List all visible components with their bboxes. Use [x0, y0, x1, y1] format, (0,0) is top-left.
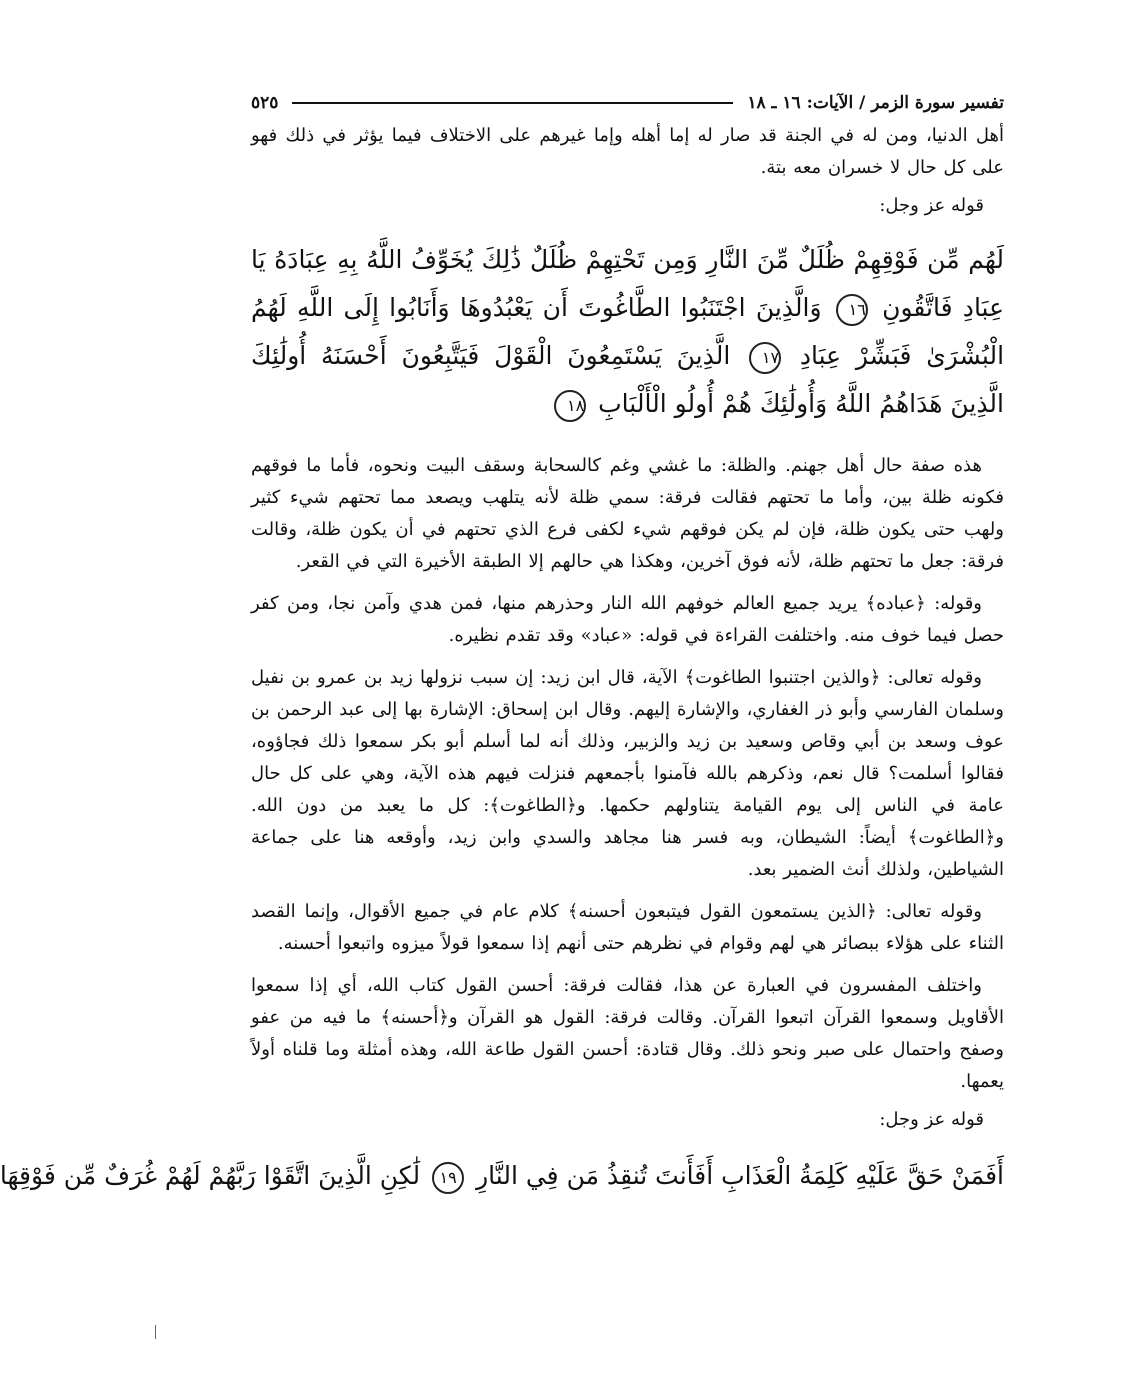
quran-passage-1-part-1: لَهُم مِّن فَوْقِهِمْ ظُلَلٌ مِّنَ النَّارِ وَمِن تَحْتِهِمْ ظُلَلٌ ذَٰلِكَ يُخَوِّفُ اللَّهُ بِهِ عِبَادَهُ يَا عِبَادِ فَاتَّقُونِ	[251, 245, 1005, 322]
running-header	[251, 86, 1004, 120]
ayah-number-17: ١٧	[749, 342, 781, 374]
spacer	[251, 886, 1004, 896]
header-title: تفسير سورة الزمر / الآيات: ١٦ ـ ١٨	[747, 93, 1004, 113]
quran-passage-2-part-2: لَٰكِنِ الَّذِينَ اتَّقَوْا رَبَّهُمْ لَهُمْ غُرَفٌ مِّن فَوْقِهَا	[0, 1161, 421, 1190]
spacer	[251, 960, 1004, 970]
commentary-paragraph-5: واختلف المفسرون في العبارة عن هذا، فقالت فرقة: أحسن القول كتاب الله، أي إذا سمعوا الأقاويل وسمعوا القرآن اتبعوا القرآن. وقالت فرقة: القول هو القرآن و﴿أحسنه﴾ ما فيه من عفو وصفح واحتمال على صبر ونحو ذلك. وقال قتادة: أحسن القول طاعة الله، وهذه أمثلة وما قلناه أولاً يعمها.	[251, 975, 1004, 1092]
quran-passage-1-part-2: وَالَّذِينَ اجْتَنَبُوا الطَّاغُوتَ أَن يَعْبُدُوهَا وَأَنَابُوا إِلَى اللَّهِ لَهُمُ الْبُشْرَىٰ فَبَشِّرْ عِبَادِ	[251, 293, 1005, 370]
ayah-number-16: ١٦	[836, 294, 868, 326]
paragraph-continuation: أهل الدنيا، ومن له في الجنة قد صار له إما أهله وإما غيرهم على الاختلاف فيما يؤثر في ذلك فهو على كل حال لا خسران معه بتة.	[251, 125, 1004, 178]
page-number: ٥٢٥	[251, 93, 279, 113]
commentary-paragraph-2: وقوله: ﴿عباده﴾ يريد جميع العالم خوفهم الله النار وحذرهم منها، فمن هدي وآمن نجا، ومن كفر حصل فيما خوف منه. واختلفت القراءة في قوله: «عباد» وقد تقدم نظيره.	[251, 593, 1004, 646]
commentary-paragraph-4: وقوله تعالى: ﴿الذين يستمعون القول فيتبعون أحسنه﴾ كلام عام في جميع الأقوال، وإنما القصد الثناء على هؤلاء ببصائر هي لهم وقوام في نظرهم حتى أنهم إذا سمعوا قولاً ميزوه واتبعوا أحسنه.	[251, 901, 1004, 954]
quran-passage-2-part-1: أَفَمَنْ حَقَّ عَلَيْهِ كَلِمَةُ الْعَذَابِ أَفَأَنتَ تُنقِذُ مَن فِي النَّارِ	[476, 1161, 1004, 1190]
commentary-paragraph-3: وقوله تعالى: ﴿والذين اجتنبوا الطاغوت﴾ الآية، قال ابن زيد: إن سبب نزولها زيد بن عمرو بن نفيل وسلمان الفارسي وأبو ذر الغفاري، والإشارة إليهم. وقال ابن إسحاق: الإشارة بها إلى عبد الرحمن بن عوف وسعد بن أبي وقاص وسعيد بن زيد والزبير، وذلك أنه لما أسلم أبو بكر سمعوا ذلك فجاؤوه، فقالوا أسلمت؟ قال نعم، وذكرهم بالله فآمنوا بأجمعهم فنزلت فيهم هذه الآية، وهي على كل حال عامة في الناس إلى يوم القيامة يتناولهم حكمها. و﴿الطاغوت﴾: كل ما يعبد من دون الله. و﴿الطاغوت﴾ أيضاً: الشيطان، وبه فسر هنا مجاهد والسدي وابن زيد، وأوقعه هنا على جماعة الشياطين، ولذلك أنث الضمير بعد.	[251, 667, 1005, 880]
ayah-number-19: ١٩	[432, 1162, 464, 1194]
quran-passage-2	[0, 1152, 1004, 1200]
commentary-paragraph-1: هذه صفة حال أهل جهنم. والظلة: ما غشي وغم كالسحابة وسقف البيت ونحوه، فأما ما فوقهم فكونه ظلة بين، وأما ما تحتهم فقالت فرقة: سمي ظلة لأنه يتلهب ويصعد مما تحتهم شيء كثير ولهب حتى يكون ظلة، فإن لم يكن فوقهم شيء لكفى فرع الذي تحتهم في أن يكون ظلة، وقالت فرقة: جعل ما تحتهم ظلة، لأنه فوق آخرين، وهكذا هي حالهم إلا الطبقة الأخيرة التي في القعر.	[251, 455, 1004, 572]
spacer	[251, 652, 1004, 662]
ayah-number-18: ١٨	[554, 390, 586, 422]
verse-intro-2: قوله عز وجل:	[879, 1109, 984, 1130]
spacer	[251, 578, 1004, 588]
verse-intro-1: قوله عز وجل:	[879, 195, 984, 216]
quran-passage-1-part-3: الَّذِينَ يَسْتَمِعُونَ الْقَوْلَ فَيَتَّبِعُونَ أَحْسَنَهُ أُولَٰئِكَ الَّذِينَ هَدَاهُمُ اللَّهُ وَأُولَٰئِكَ هُمْ أُولُو الْأَلْبَابِ	[251, 341, 1004, 418]
quran-passage-1	[251, 236, 1004, 428]
spacer	[251, 428, 1004, 450]
margin-mark	[155, 1325, 156, 1339]
header-rule	[292, 102, 733, 104]
